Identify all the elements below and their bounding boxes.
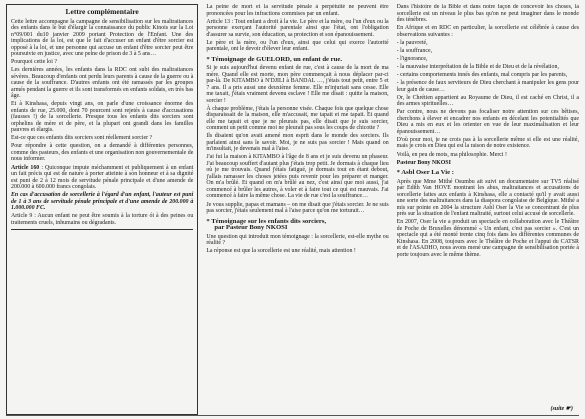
continued-note: (suite ☛)	[550, 406, 573, 412]
intro-paragraph: Cette lettre accompagne la campagne de sensibilisation sur les maltraitances des enfants dans le but d'élargir la connaissance du public Kinois sur la Loi n°09/001 du10 janvier 2009 portant Protection de l'Enfant. Une des implications de la loi, est que le fait d'accuser un enfant d'être sorcier est opposé à la loi, et une personne qui accuse un enfant d'être sorcier peut être poursuivie en justice, avec une peine de prison de 3 à 5 ans…	[11, 18, 194, 57]
thanks-paragraph: Voilà, en peu de mots, ma philosophie. Merci !	[396, 151, 507, 158]
context-paragraph: Les dernières années, les enfants dans la RDC ont subi des maltraitances sévères. Beaucoup d'enfants ont perdu leurs parents à cause de la guerre ou à cause de la souffrance. D'autres enfants ont été ramassés par les groupes armés pendant la guerre et ils sont transformés en enfants soldats, en très bas âge.	[11, 67, 194, 100]
belief-paragraph: D'où pour moi, je ne crois pas à la sorcellerie même si elle est une réalité, mais je crois en Dieu qui est la raison de notre existence.	[396, 136, 579, 150]
accusation-penalty: En cas d'accusation de sorcellerie à l'égard d'un enfant, l'auteur est puni de 1 à 3 ans de servitude pénale principale et d'une amende de 200.000 à 1.000.000 FC.	[11, 192, 194, 212]
list-item: - la souffrance,	[396, 47, 433, 54]
column-middle	[206, 4, 388, 415]
list-item: - certains comportements innés des enfants, mal compris par les parents,	[396, 72, 568, 79]
list-item: - l'ignorance,	[396, 55, 428, 62]
guelord-heading: * Témoignage de GUELORD, un enfant de rue.	[206, 55, 343, 63]
guelord-p1: Si je suis aujourd'hui devenu enfant de rue, c'est à cause de la mort de ma mère. Quand elle est morte, mon père commençait à nous déplacer par-ci par-là. De KITAMBO à N'DJILI à BANDAL …, j'étais tout petit, entre 5 et 7 ans. Il a pris aussi une deuxième femme. Elle m'injuriait sans cesse. Elle me taxait, j'étais vraiment devenu esclave ! Elle me disait : quitte la maison, sorcier !	[206, 65, 389, 104]
pastor-p2: La réponse est que la sorcellerie est une réalité, mais attention !	[206, 248, 356, 255]
box-bottom-rule	[11, 229, 193, 230]
guelord-p3: Ils disaient qu'on avait amené mon esprit dans le monde des sorciers. Ils parlaient ainsi sans le savoir. Moi, je ne suis pas sorcier ! Mais quand on m'insultait, je devenais mal à l'aise.	[206, 133, 389, 153]
christian-paragraph: Or, le Chrétien appartient au Royaume de Dieu, il est caché en Christ, il a des armes spirituelles…	[396, 94, 579, 108]
pastor-signature: Pasteur Bony NKOSI	[396, 159, 451, 166]
answer-paragraph: Pour répondre à cette question, on a demandé à différentes personnes, comme des pasteurs, des enfants et une organisation non gouvernementale de nous informer.	[11, 143, 194, 163]
guelord-p5: Je vous supplie, papas et mamans – on me disait que j'étais sorcier. Je ne suis pas sorcier, j'étais seulement mal à l'aise parce qu'on me torturait…	[206, 201, 389, 215]
asbl-p2: En 2007, Oser la vie a produit un spectacle en collaboration avec le Théâtre de Poche de Bruxelles dénommé « Un enfant, c'est pas sorcier ». C'est un spectacle qui a été monté trente cinq fois dans les différentes communes de Kinshasa. En 2008, toujours avec le Théâtre de Poche et l'appui du CATSR et de l'ASADHO, nous avons mené une campagne de sensibilisation portée à porte toujours avec le même thème.	[396, 219, 579, 258]
asbl-p1: Après que Mme Mithé Osumbu ait suivi un documentaire sur TV5 réalisé par Edith Van HOVE montrant les abus, maltraitances et accusations de sorcellerie faites aux enfants à Kinshasa, elle a contacté qu'il y avait aussi une sorte des maltraitances dans la diaspora congolaise de Belgique. Mithé a mis sur pointe en 2004 la structure Asbl Oser la Vie se concentrant de plus près sur la situation de l'enfant maltraité, surtout celui accusé de sorcellerie.	[396, 178, 579, 218]
article-9-paragraph: Article 9 : Aucun enfant ne peut être soumis à la torture ói à des peines ou traitements cruels, inhumains ou dégradants.	[11, 213, 194, 226]
pastor-heading-name: par Pasteur Bony NKOSI	[214, 224, 288, 232]
list-item: - la pauvreté,	[396, 39, 428, 46]
bible-paragraph: Dans l'histoire de la Bible et dans notre façon de concevoir les choses, la sorcellerie est un niveau le plus bas qu'on ne peut imaginer dans le monde des ténèbres.	[396, 4, 579, 23]
parents-duty-paragraph: Le père et la mère, ou l'un d'eux, ainsi que celui qui exerce l'autorité parentale, ont le devoir d'élever leur enfant.	[206, 39, 389, 53]
article-13-paragraph: Article 13 : Tout enfant a droit à la vie. Le père et la mère, ou l'un d'eux ou la personne exerçant l'autorité parentale ainsi que l'état, ont l'obligation d'assurer sa survie, son éducation, sa protection et son épanouissement.	[206, 18, 389, 38]
article-160-label: Article 160	[11, 164, 40, 171]
pastor-p1: Une question qui introduit mon témoignage : la sorcellerie, est-elle mythe ou réalité ?	[206, 233, 389, 247]
street-children-paragraph: Et à Kinshasa, depuis vingt ans, on parle d'une croissance énorme des enfants de rue, 25.000, dont 70 pourcent sont rejetés à cause d'accusations (fausses !) de la sorcellerie. Presque tous les enfants dits sorciers sont orphelins de mère et de père, et la plupart ont grandi dans les familles pauvres et élargis.	[11, 101, 194, 134]
guelord-p4: J'ai fui la maison à KITAMBO à l'âge de 8 ans et je suis devenu un phaseur. J'ai beaucoup souffert d'autant plus j'étais trop petit. Je dormais à chaque lieu où je me trouvais. Quand j'étais fatigué, je dormais tout en étant debout, j'allais ramasser les choses jetées puis revenir pour les préparer et manger. On m'a brûlé. Et quand on m'a brûlé au nez, c'est ainsi que moi aussi, j'ai commencé à brûler les autres, à voler et à faire tout ce qui est mauvais. J'ai commencé à faire la même chose. La vie de rue c'est la souffrance…	[206, 154, 389, 200]
footer-rule	[6, 415, 579, 416]
pastor-heading: * Témoignage sur les enfants dits sorciers,	[206, 217, 327, 225]
causes-list	[397, 40, 579, 93]
question-why-law: Pourquoi cette loi ?	[11, 59, 57, 66]
africa-paragraph: En Afrique et en RDC en particulier, la sorcellerie est célébrée à cause des observations suivantes :	[396, 25, 579, 38]
list-item: - la présence de faux serviteurs de Dieu cherchant à manipuler les gens pour leur gain de cause…	[396, 80, 579, 93]
letter-title: Lettre complémentaire	[65, 7, 139, 16]
question-sorcery: Est-ce que ces enfants dits sorciers sont réellement sorcier ?	[11, 135, 153, 142]
asbl-heading: * Asbl Oser La Vie :	[396, 169, 454, 177]
article-160-paragraph	[11, 165, 193, 191]
article-160-text: : Quiconque impute méchamment et publiquement à un enfant un fait précis qui est de nature à porter atteinte à son honneur et à sa dignité est puni de 2 à 12 mois de servitude pénale principale et d'une amende de 200.000 à 600.000 francs congolais.	[11, 164, 194, 191]
death-penalty-paragraph: La peine de mort et la servitude pénale à perpétuité ne peuvent être prononcées pour les infractions commises par un enfant.	[206, 4, 389, 17]
column-right	[397, 4, 579, 415]
column-left	[6, 4, 198, 415]
guelord-p2: À chaque problème, j'étais la personne visée. Chaque fois que quelque chose disparaissait de la maison, elle m'accusait, me tapait et me tapait. Et quand elle me tapait et que je ne pleurais pas, elle disait que je suis sorcier, comment un petit comme moi ne pleurait pas sous les coups de chicotte ?	[206, 105, 389, 132]
focus-paragraph: Par contre, nous ne devons pas focaliser notre attention sur ces bêtises, cherchons à élever et encadrer nos enfants en décelant les potentialités que Dieu a mis en eux et les orienter en vue de leur maximalisation et leur épanouissement…	[396, 109, 579, 135]
list-item: - la mauvaise interprétation de la Bible et de Dieu et de la révélation,	[396, 63, 559, 70]
